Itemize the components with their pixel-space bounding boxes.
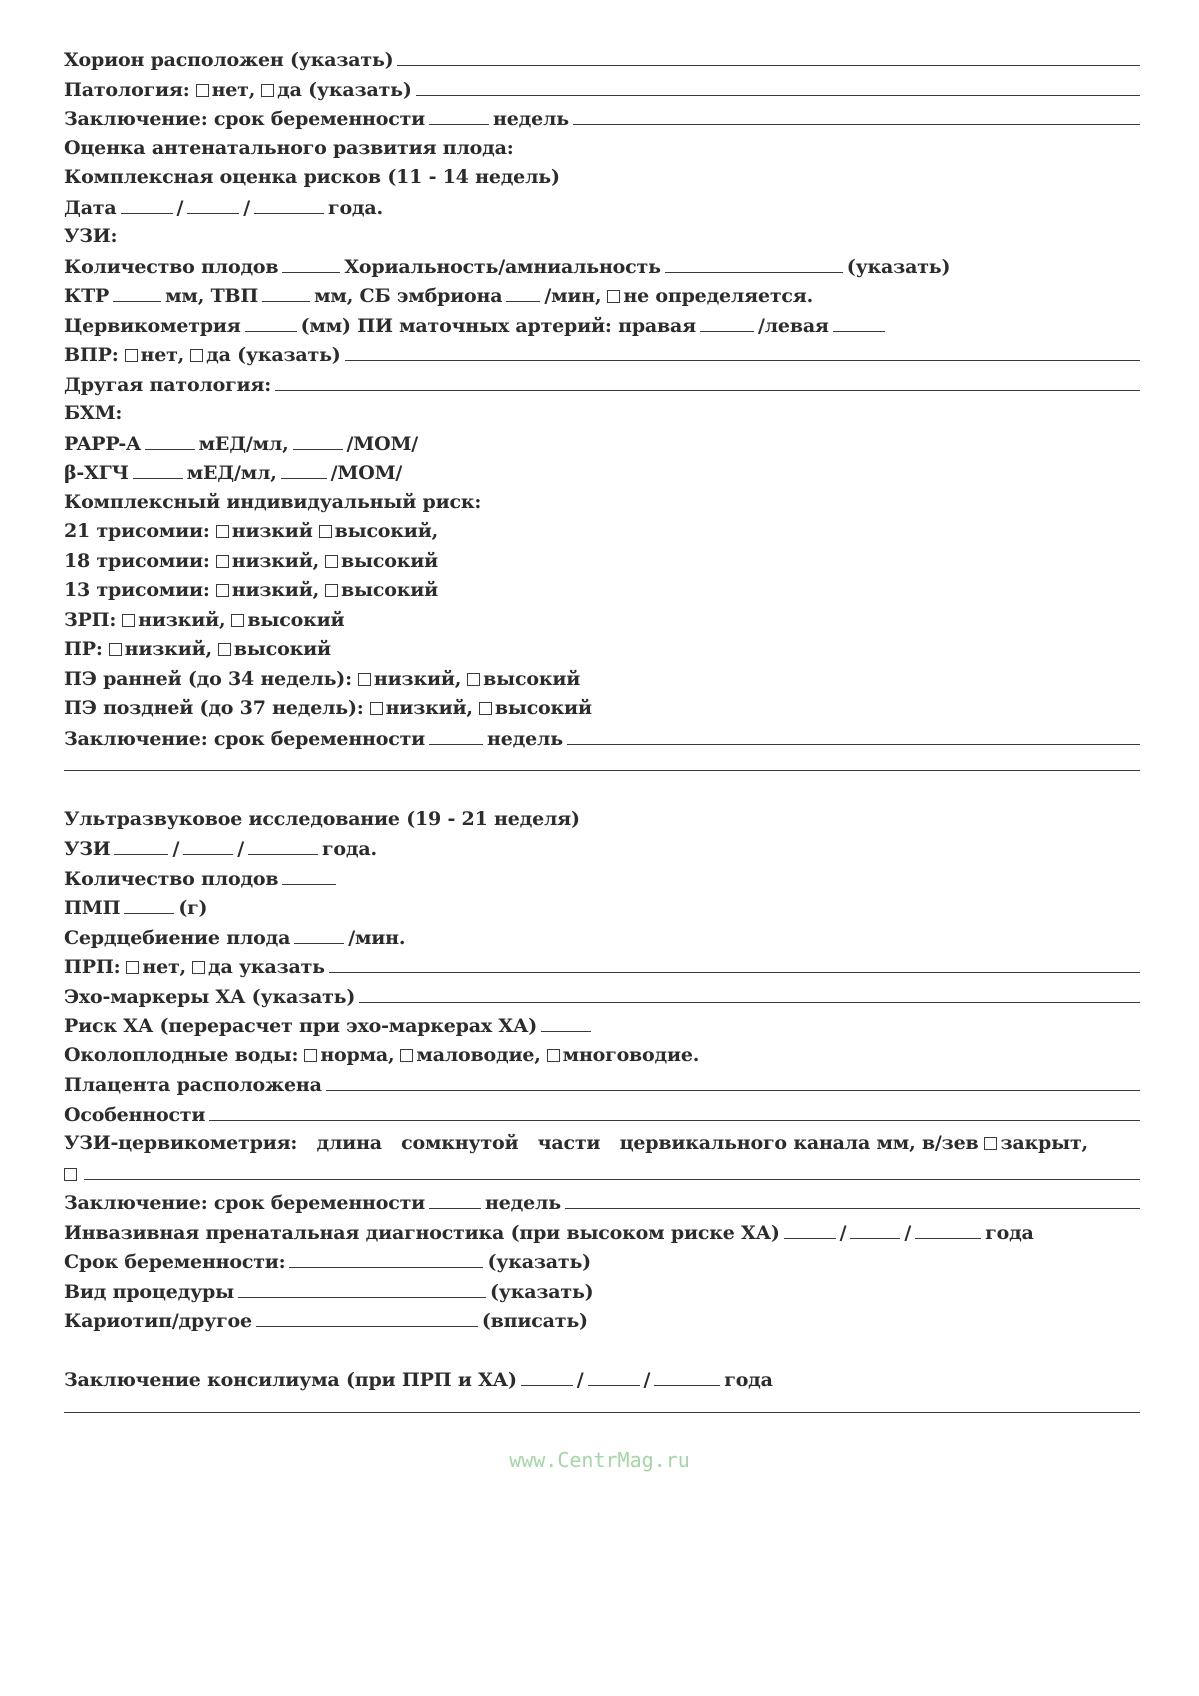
karyotype-blank[interactable] <box>256 1309 478 1327</box>
tvp-label: мм, ТВП <box>165 285 259 307</box>
prp-yes-checkbox[interactable] <box>192 961 205 974</box>
us-cervicometry-row <box>64 1132 1140 1162</box>
invasive-sep-1: / <box>839 1221 847 1244</box>
hcg-row <box>64 461 1140 491</box>
canal-label: цервикального канала мм, в/зев <box>619 1132 979 1154</box>
antenatal-heading-text: Оценка антенатального развития плода: <box>64 136 514 159</box>
pmp-row <box>64 896 1140 926</box>
pathology-no-label: нет, <box>211 78 256 101</box>
procedure-row <box>64 1280 1140 1310</box>
other-pathology-label: Другая патология: <box>64 373 272 396</box>
invasive-day-blank[interactable] <box>784 1221 836 1239</box>
amniotic-high-label: многоводие. <box>562 1043 700 1066</box>
chorion-row <box>64 48 1140 78</box>
trisomy18-row <box>64 550 1140 580</box>
us-heading <box>64 808 1140 838</box>
us-date-sep-1: / <box>172 838 180 860</box>
trisomy13-high-checkbox[interactable] <box>325 584 338 597</box>
xa-risk-row <box>64 1014 1140 1044</box>
conclusion-row-2 <box>64 727 1140 757</box>
chorionicity-blank[interactable] <box>665 255 843 273</box>
section-gap-2 <box>64 1339 1140 1369</box>
prp-row <box>64 955 1140 985</box>
os-closed-label: закрыт, <box>1000 1132 1088 1154</box>
placenta-row <box>64 1073 1140 1103</box>
prp-no-checkbox[interactable] <box>126 961 139 974</box>
trisomy18-low-checkbox[interactable] <box>216 555 229 568</box>
chorionicity-specify: (указать) <box>846 255 951 278</box>
sb-blank[interactable] <box>506 284 540 302</box>
date-label: Дата <box>64 196 117 219</box>
xa-risk-label: Риск ХА (перерасчет при эхо-маркерах ХА) <box>64 1015 538 1037</box>
individual-risk-text: Комплексный индивидуальный риск: <box>64 490 482 513</box>
date-year-blank[interactable] <box>254 196 324 214</box>
sb-label: мм, СБ эмбриона <box>314 285 503 307</box>
form-body <box>64 48 1140 1427</box>
heartbeat-row <box>64 926 1140 956</box>
us-date-year-label: года. <box>321 838 377 860</box>
hcg-mom-blank[interactable] <box>281 461 327 479</box>
features-row <box>64 1103 1140 1133</box>
invasive-year-label: года <box>985 1221 1034 1244</box>
us-fetus-count-label: Количество плодов <box>64 867 279 890</box>
risk-heading <box>64 166 1140 196</box>
zrp-high-label: высокий <box>247 608 345 631</box>
invasive-sep-2: / <box>904 1221 912 1244</box>
term-label: Срок беременности: <box>64 1251 286 1273</box>
us-fetus-count-blank[interactable] <box>282 867 336 885</box>
hcg-label: β-ХГЧ <box>64 462 129 484</box>
cervicometry-label: Цервикометрия <box>64 314 241 337</box>
conclusion-3-label: Заключение: срок беременности <box>64 1192 426 1214</box>
consilium-day-blank[interactable] <box>521 1368 573 1386</box>
echo-markers-row <box>64 985 1140 1015</box>
other-pathology-blank[interactable] <box>275 373 1140 391</box>
vpr-no-label: нет, <box>140 344 185 366</box>
os-other-row <box>64 1162 1140 1192</box>
tvp-blank[interactable] <box>262 284 310 302</box>
pi-right-label: (мм) ПИ маточных артерий: правая <box>300 314 696 337</box>
pi-right-blank[interactable] <box>700 314 754 332</box>
trisomy21-label: 21 трисомии: <box>64 520 210 542</box>
pathology-yes-label: да (указать) <box>277 78 412 101</box>
conclusion-2-blank[interactable] <box>567 727 1140 745</box>
other-pathology-row <box>64 373 1140 403</box>
cervicometry-row <box>64 314 1140 344</box>
trisomy21-low-label: низкий <box>231 520 313 542</box>
consilium-continuation[interactable] <box>64 1398 1140 1428</box>
pr-high-label: высокий <box>233 638 331 660</box>
conclusion-label: Заключение: срок беременности <box>64 108 426 130</box>
date-year-label: года. <box>328 196 383 219</box>
pmp-label: ПМП <box>64 897 121 919</box>
trisomy13-low-label: низкий, <box>231 579 319 601</box>
ktr-label: КТР <box>64 285 110 307</box>
amniotic-normal-label: норма, <box>320 1043 395 1066</box>
pr-low-label: низкий, <box>124 638 212 660</box>
ktr-row <box>64 284 1140 314</box>
amniotic-low-label: маловодие, <box>416 1043 541 1066</box>
term-row <box>64 1250 1140 1280</box>
pathology-no-checkbox[interactable] <box>196 84 209 97</box>
trisomy18-low-label: низкий, <box>231 549 319 572</box>
us-date-year-blank[interactable] <box>248 837 318 855</box>
trisomy21-low-checkbox[interactable] <box>216 525 229 538</box>
prp-blank[interactable] <box>329 955 1140 973</box>
chorionicity-label: Хориальность/амниальность <box>344 255 661 278</box>
hcg-value-blank[interactable] <box>133 461 183 479</box>
vpr-no-checkbox[interactable] <box>125 349 138 362</box>
invasive-label: Инвазивная пренатальная диагностика (при высоком риске ХА) <box>64 1221 780 1244</box>
trisomy18-high-label: высокий <box>341 549 438 572</box>
amniotic-row <box>64 1044 1140 1074</box>
us-date-sep-2: / <box>237 838 244 860</box>
trisomy13-high-label: высокий <box>341 579 438 601</box>
zrp-row <box>64 609 1140 639</box>
consilium-year-blank[interactable] <box>654 1368 720 1386</box>
conclusion-row-1 <box>64 107 1140 137</box>
karyotype-label: Кариотип/другое <box>64 1310 252 1332</box>
zrp-low-checkbox[interactable] <box>122 614 135 627</box>
ktr-blank[interactable] <box>113 284 161 302</box>
hcg-mom-label: /МОМ/ <box>330 462 403 484</box>
pr-low-checkbox[interactable] <box>109 643 122 656</box>
pe-early-low-checkbox[interactable] <box>358 673 371 686</box>
pappa-label: PAPP-A <box>64 432 141 455</box>
fetus-count-label: Количество плодов <box>64 255 279 278</box>
sb-unit: /мин, <box>544 285 602 307</box>
pmp-blank[interactable] <box>124 896 174 914</box>
conclusion-2-continuation[interactable] <box>64 756 1140 786</box>
pathology-blank[interactable] <box>416 78 1140 96</box>
weeks-3-blank[interactable] <box>429 1191 481 1209</box>
cervicometry-blank[interactable] <box>245 314 297 332</box>
fetus-count-blank[interactable] <box>282 255 340 273</box>
pr-label: ПР: <box>64 638 103 660</box>
term-blank[interactable] <box>289 1250 483 1268</box>
consilium-sep-2: / <box>643 1369 651 1391</box>
uzi-heading <box>64 225 1140 255</box>
individual-risk-heading <box>64 491 1140 521</box>
bhm-heading <box>64 402 1140 432</box>
vpr-yes-checkbox[interactable] <box>190 349 203 362</box>
date-sep-1: / <box>176 196 184 219</box>
pmp-unit: (г) <box>178 897 208 919</box>
trisomy21-high-checkbox[interactable] <box>319 525 332 538</box>
pe-late-low-checkbox[interactable] <box>370 702 383 715</box>
antenatal-heading <box>64 137 1140 167</box>
weeks-3-label: недель <box>485 1192 561 1214</box>
procedure-label: Вид процедуры <box>64 1280 234 1303</box>
zrp-low-label: низкий, <box>138 608 226 631</box>
procedure-specify: (указать) <box>489 1280 594 1303</box>
not-determined-label: не определяется. <box>623 285 814 307</box>
pe-late-row <box>64 697 1140 727</box>
us-fetus-count-row <box>64 867 1140 897</box>
conclusion-blank[interactable] <box>573 107 1140 125</box>
pe-early-low-label: низкий, <box>373 667 462 690</box>
invasive-year-blank[interactable] <box>915 1221 981 1239</box>
date-row <box>64 196 1140 226</box>
pe-early-row <box>64 668 1140 698</box>
fetus-count-row <box>64 255 1140 285</box>
vpr-row <box>64 343 1140 373</box>
invasive-month-blank[interactable] <box>850 1221 900 1239</box>
term-specify: (указать) <box>487 1251 591 1273</box>
heartbeat-unit: /мин. <box>348 926 406 949</box>
trisomy13-row <box>64 579 1140 609</box>
invasive-row <box>64 1221 1140 1251</box>
date-sep-2: / <box>243 196 250 219</box>
echo-markers-label: Эхо-маркеры ХА (указать) <box>64 985 356 1008</box>
placenta-label: Плацента расположена <box>64 1074 322 1096</box>
consilium-sep-1: / <box>576 1369 584 1391</box>
pappa-unit: мЕД/мл, <box>198 432 289 455</box>
pe-early-high-checkbox[interactable] <box>467 673 480 686</box>
amniotic-normal-checkbox[interactable] <box>304 1049 317 1062</box>
echo-markers-blank[interactable] <box>359 985 1140 1003</box>
procedure-blank[interactable] <box>238 1280 486 1298</box>
prp-yes-label: да указать <box>207 956 325 978</box>
consilium-month-blank[interactable] <box>588 1368 640 1386</box>
amniotic-high-checkbox[interactable] <box>547 1049 560 1062</box>
pe-early-high-label: высокий <box>483 667 581 690</box>
consilium-row <box>64 1368 1140 1398</box>
prp-label: ПРП: <box>64 956 121 978</box>
closed-label: сомкнутой <box>401 1132 519 1154</box>
zrp-label: ЗРП: <box>64 608 117 631</box>
us-heading-text: Ультразвуковое исследование (19 - 21 неделя) <box>64 807 580 830</box>
us-date-day-blank[interactable] <box>114 837 168 855</box>
zrp-high-checkbox[interactable] <box>231 614 244 627</box>
pappa-mom-label: /МОМ/ <box>346 432 419 455</box>
pi-left-label: /левая <box>758 314 829 337</box>
chorion-blank[interactable] <box>397 48 1140 66</box>
pe-late-high-label: высокий <box>494 697 592 719</box>
os-other-blank[interactable] <box>84 1162 1140 1180</box>
vpr-label: ВПР: <box>64 344 119 366</box>
underline <box>64 770 1140 771</box>
hcg-unit: мЕД/мл, <box>186 462 277 484</box>
pathology-yes-checkbox[interactable] <box>261 84 274 97</box>
pappa-row <box>64 432 1140 462</box>
canal-group <box>620 1132 1088 1154</box>
conclusion-3-blank[interactable] <box>565 1191 1140 1209</box>
bhm-heading-text: БХМ: <box>64 402 123 424</box>
chorion-label: Хорион расположен (указать) <box>64 49 394 71</box>
pe-early-label: ПЭ ранней (до 34 недель): <box>64 667 352 690</box>
weeks-blank[interactable] <box>429 107 489 125</box>
consilium-year-label: года <box>724 1369 773 1391</box>
pathology-label: Патология: <box>64 78 190 101</box>
heartbeat-label: Сердцебиение плода <box>64 926 291 949</box>
pe-late-label: ПЭ поздней (до 37 недель): <box>64 697 364 719</box>
amniotic-label: Околоплодные воды: <box>64 1043 299 1066</box>
vpr-yes-label: да (указать) <box>206 344 341 366</box>
weeks-2-blank[interactable] <box>429 727 483 745</box>
us-date-label: УЗИ <box>64 838 111 860</box>
conclusion-2-label: Заключение: срок беременности <box>64 727 426 750</box>
us-date-month-blank[interactable] <box>183 837 233 855</box>
weeks-label: недель <box>493 108 569 130</box>
consilium-label: Заключение консилиума (при ПРП и ХА) <box>64 1369 517 1391</box>
prp-no-label: нет, <box>142 956 186 978</box>
pappa-mom-blank[interactable] <box>293 432 343 450</box>
trisomy21-row <box>64 520 1140 550</box>
conclusion-row-3 <box>64 1191 1140 1221</box>
us-cervicometry-label: УЗИ-цервикометрия: <box>64 1132 298 1154</box>
underline <box>64 1412 1140 1413</box>
us-date-row <box>64 837 1140 867</box>
xa-risk-blank[interactable] <box>541 1014 591 1032</box>
risk-heading-text: Комплексная оценка рисков (11 - 14 недель) <box>64 166 560 188</box>
pe-late-low-label: низкий, <box>385 697 473 719</box>
uzi-heading-text: УЗИ: <box>64 225 118 247</box>
date-day-blank[interactable] <box>121 196 173 214</box>
trisomy18-label: 18 трисомии: <box>64 549 210 572</box>
length-label: длина <box>316 1132 382 1154</box>
pathology-row <box>64 78 1140 108</box>
trisomy13-label: 13 трисомии: <box>64 579 210 601</box>
trisomy13-low-checkbox[interactable] <box>216 584 229 597</box>
date-month-blank[interactable] <box>187 196 239 214</box>
pr-row <box>64 638 1140 668</box>
pi-left-blank[interactable] <box>833 314 885 332</box>
trisomy21-high-label: высокий, <box>334 520 439 542</box>
os-other-checkbox[interactable] <box>64 1168 77 1181</box>
os-closed-checkbox[interactable] <box>984 1137 997 1150</box>
trisomy18-high-checkbox[interactable] <box>325 555 338 568</box>
section-gap <box>64 786 1140 808</box>
karyotype-specify: (вписать) <box>481 1310 588 1332</box>
heartbeat-blank[interactable] <box>294 926 344 944</box>
watermark: www.CentrMag.ru <box>509 1448 690 1472</box>
pr-high-checkbox[interactable] <box>218 643 231 656</box>
pe-late-high-checkbox[interactable] <box>479 702 492 715</box>
weeks-2-label: недель <box>487 727 563 750</box>
pappa-value-blank[interactable] <box>145 432 195 450</box>
placenta-blank[interactable] <box>326 1073 1140 1091</box>
amniotic-low-checkbox[interactable] <box>400 1049 413 1062</box>
features-label: Особенности <box>64 1103 206 1126</box>
not-determined-checkbox[interactable] <box>607 290 620 303</box>
features-blank[interactable] <box>209 1103 1140 1121</box>
vpr-blank[interactable] <box>345 343 1140 361</box>
part-label: части <box>537 1132 601 1154</box>
karyotype-row <box>64 1309 1140 1339</box>
